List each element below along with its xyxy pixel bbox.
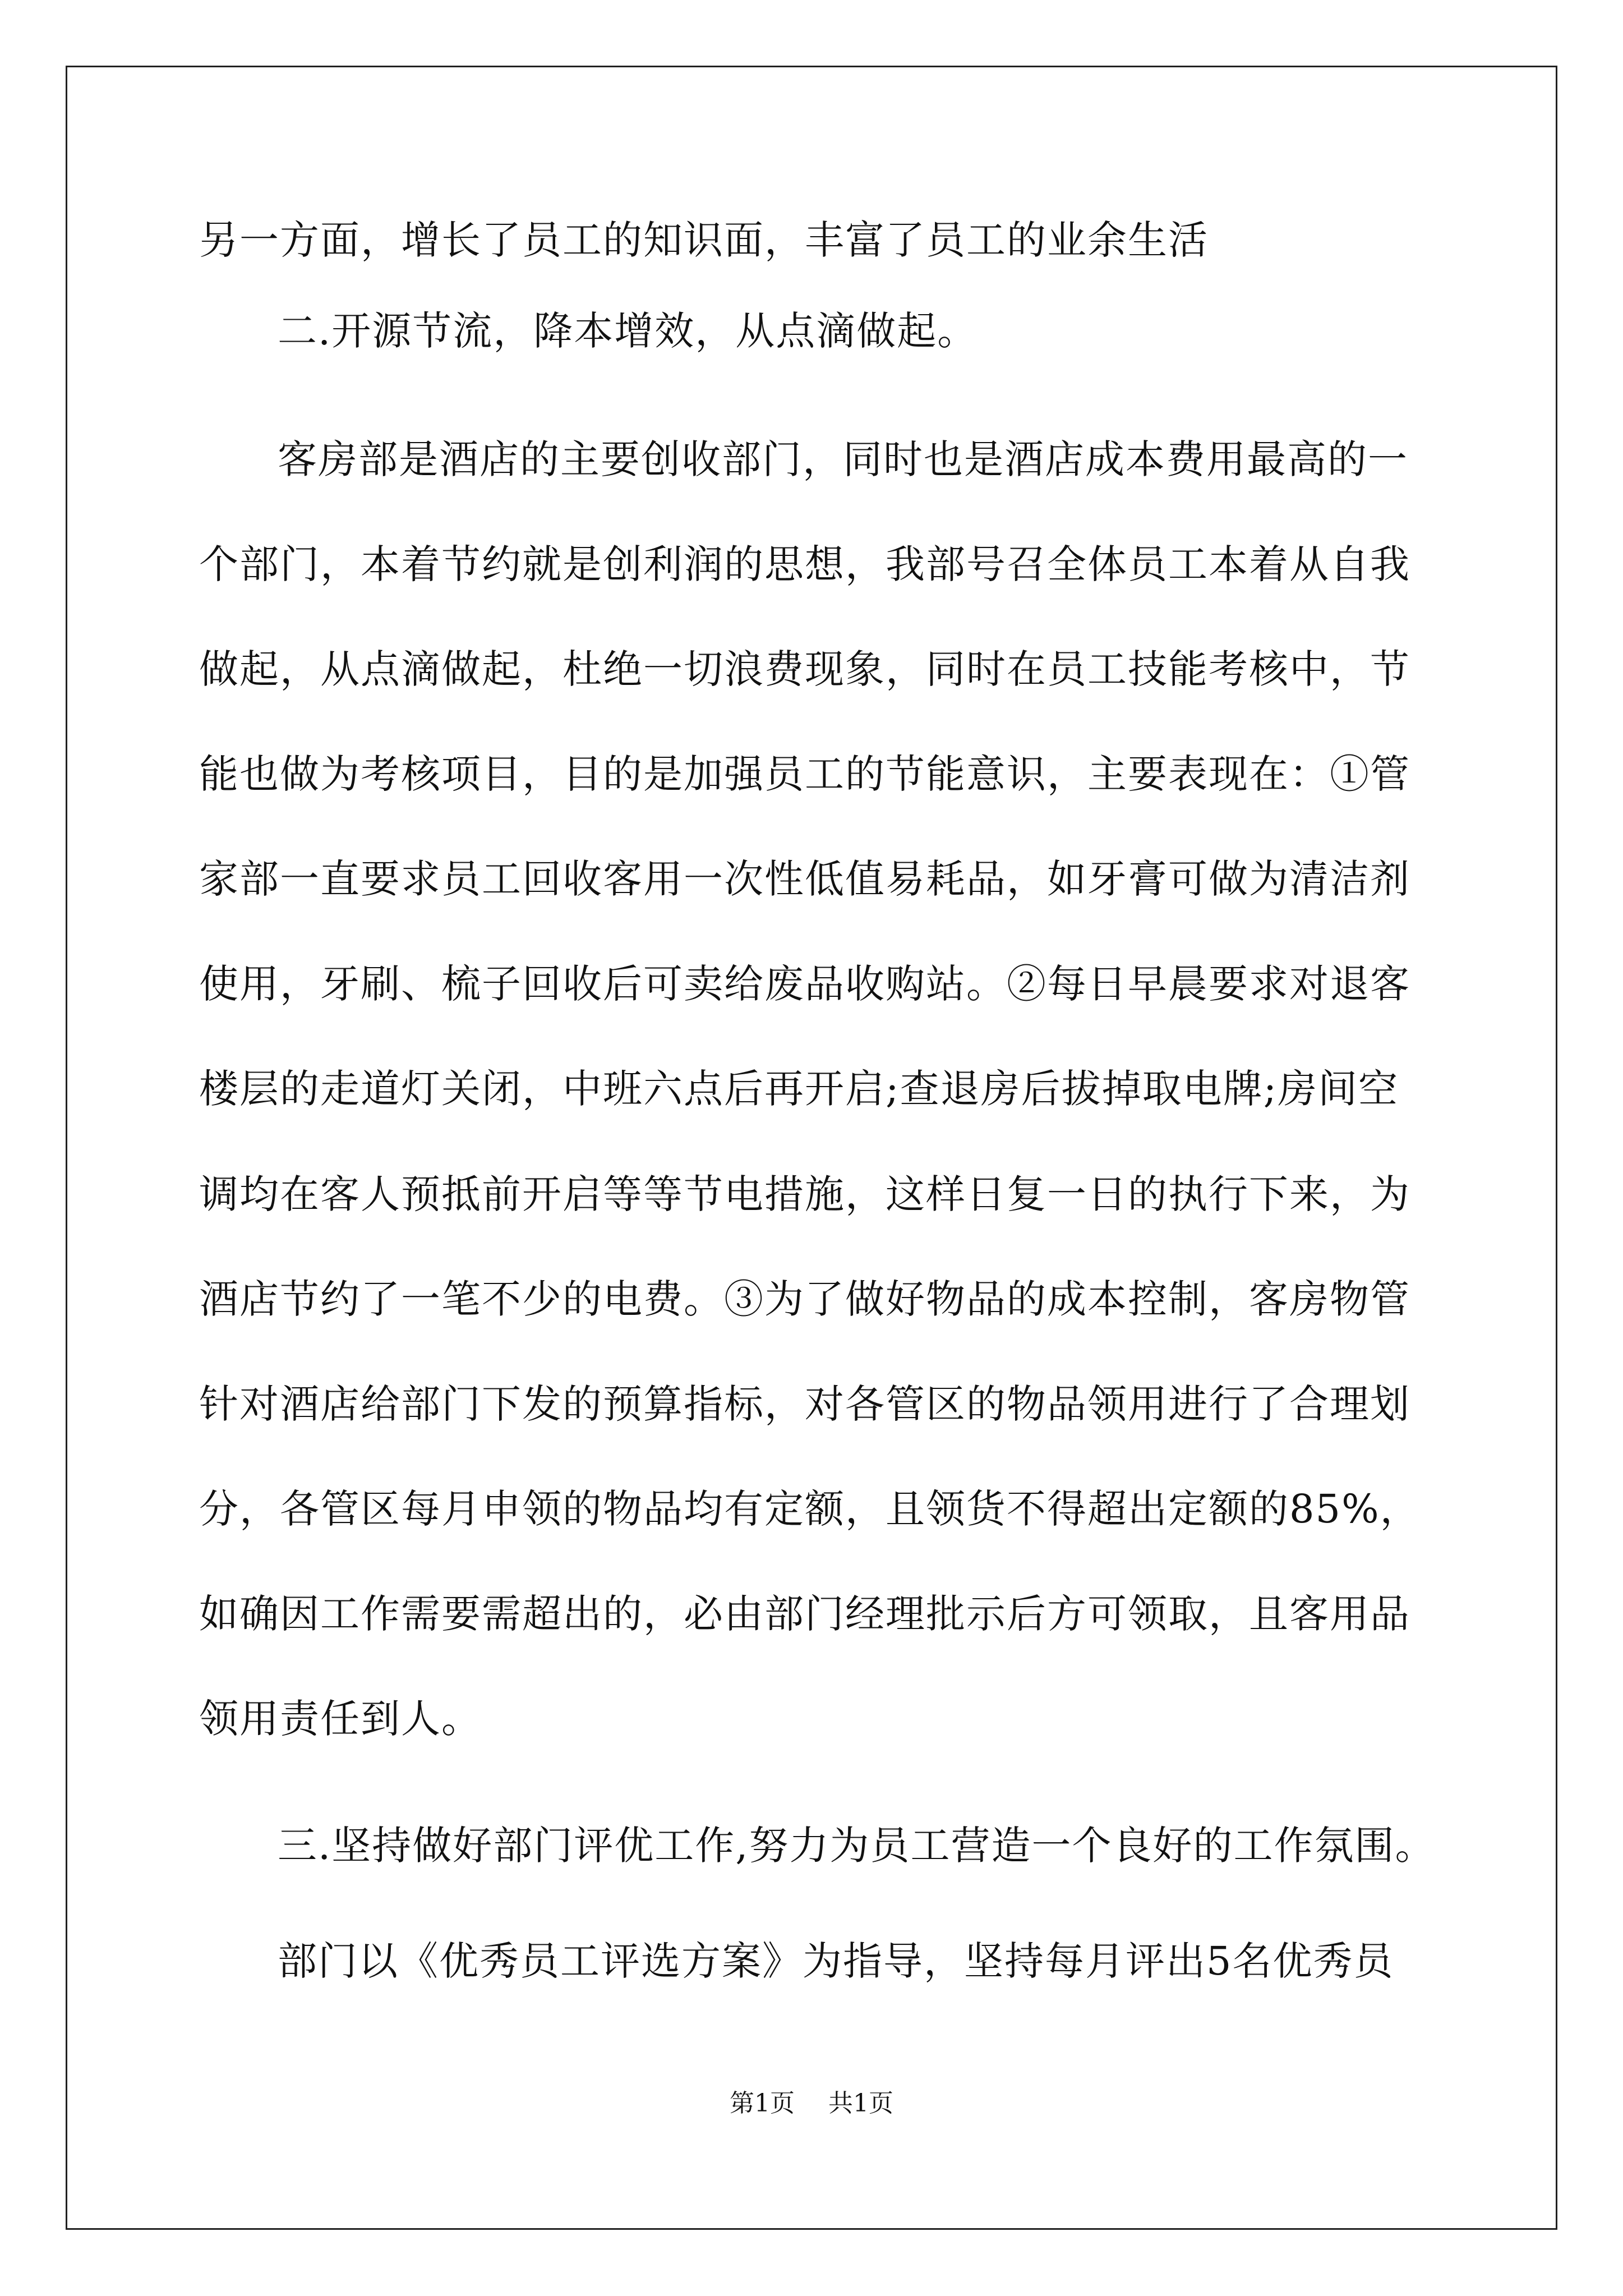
section-heading: 三.坚持做好部门评优工作,努力为员工营造一个良好的工作氛围。 — [278, 1823, 1436, 1869]
text-line: 酒店节约了一笔不少的电费。③为了做好物品的成本控制，客房物管 — [199, 1276, 1410, 1322]
text-line: 客房部是酒店的主要创收部门，同时也是酒店成本费用最高的一 — [278, 436, 1408, 482]
text-line: 家部一直要求员工回收客用一次性低值易耗品，如牙膏可做为清洁剂 — [199, 856, 1410, 902]
page-number: 第1页 — [730, 2089, 795, 2118]
section-heading: 二.开源节流，降本增效，从点滴做起。 — [278, 308, 978, 354]
text-line: 部门以《优秀员工评选方案》为指导，坚持每月评出5名优秀员 — [278, 1938, 1394, 1984]
text-line: 针对酒店给部门下发的预算指标，对各管区的物品领用进行了合理划 — [199, 1381, 1410, 1427]
page-border — [66, 66, 1557, 2230]
text-line: 个部门，本着节约就是创利润的思想，我部号召全体员工本着从自我 — [199, 541, 1410, 587]
text-line: 调均在客人预抵前开启等等节电措施，这样日复一日的执行下来，为 — [199, 1171, 1410, 1217]
text-line: 另一方面，增长了员工的知识面，丰富了员工的业余生活 — [199, 217, 1209, 263]
text-line: 领用责任到人。 — [199, 1696, 482, 1742]
text-line: 做起，从点滴做起，杜绝一切浪费现象，同时在员工技能考核中，节 — [199, 646, 1410, 692]
page-total: 共1页 — [828, 2089, 893, 2118]
text-line: 使用，牙刷、梳子回收后可卖给废品收购站。②每日早晨要求对退客 — [199, 961, 1410, 1007]
text-line: 如确因工作需要需超出的，必由部门经理批示后方可领取，且客用品 — [199, 1591, 1410, 1637]
text-line: 楼层的走道灯关闭，中班六点后再开启;查退房后拔掉取电牌;房间空 — [199, 1066, 1399, 1112]
page-footer — [0, 2087, 1623, 2120]
text-line: 能也做为考核项目，目的是加强员工的节能意识，主要表现在：①管 — [199, 751, 1410, 797]
text-line: 分，各管区每月申领的物品均有定额，且领货不得超出定额的85%， — [199, 1486, 1421, 1532]
